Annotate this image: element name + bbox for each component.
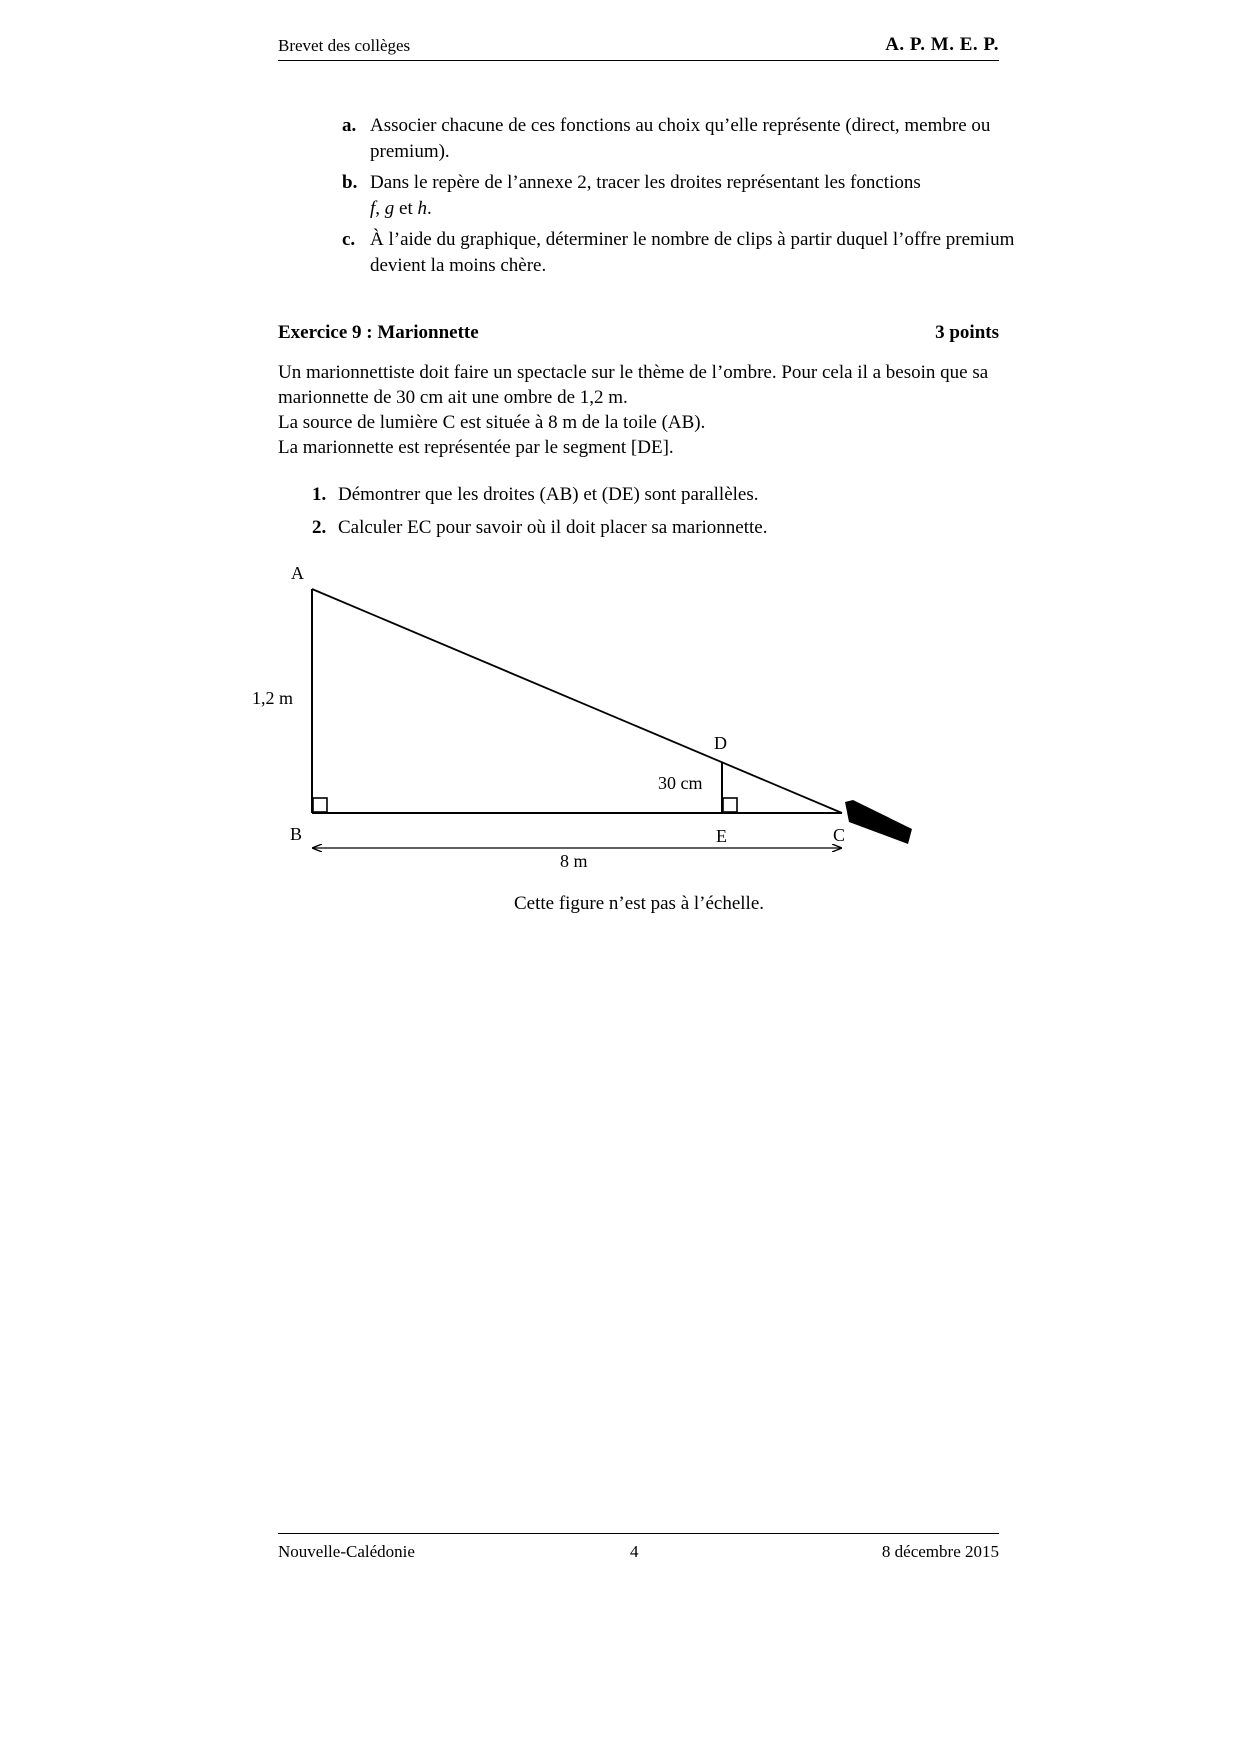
footer-date: 8 décembre 2015: [881, 1542, 999, 1561]
segment-ac: [312, 589, 842, 813]
question-label: 2.: [312, 517, 327, 538]
header-title: Brevet des collèges: [278, 36, 411, 55]
subquestion-text: Associer chacune de ces fonctions au choix qu’elle représente (direct, membre ou premium).: [370, 115, 991, 162]
question-2: [312, 515, 992, 541]
label-d: D: [714, 733, 727, 753]
header-apmep: A. P. M. E. P.: [885, 34, 999, 55]
subquestion-c: [342, 227, 1022, 279]
subquestion-label: b.: [342, 172, 358, 193]
subquestion-label: a.: [342, 115, 357, 136]
function-h: h: [417, 198, 427, 219]
header-rule: [278, 60, 999, 61]
question-text: Calculer EC pour savoir où il doit placer sa marionnette.: [338, 517, 768, 538]
flashlight-icon: [845, 800, 912, 844]
label-e: E: [716, 826, 727, 846]
function-g: g: [384, 198, 395, 219]
label-c: C: [833, 825, 846, 845]
footer-location: Nouvelle-Calédonie: [278, 1542, 415, 1561]
footer-rule: [278, 1533, 999, 1534]
page-number: 4: [630, 1542, 639, 1561]
right-angle-b: [313, 798, 327, 812]
paragraph-line: Un marionnettiste doit faire un spectacle sur le thème de l’ombre. Pour cela il a besoin que sa marionnette de 30 cm ait une ombre de 1,2 m.: [278, 362, 989, 408]
exercise-paragraph: [278, 360, 1000, 460]
measure-de: 30 cm: [658, 773, 703, 793]
paragraph-line: La marionnette est représentée par le segment [DE].: [278, 437, 674, 458]
figure-caption: Cette figure n’est pas à l’échelle.: [513, 893, 765, 914]
separator: et: [394, 198, 418, 219]
paragraph-line: La source de lumière C est située à 8 m de la toile (AB).: [278, 412, 706, 433]
subquestion-b: [342, 170, 1042, 222]
subquestion-label: c.: [342, 229, 356, 250]
question-1: [312, 482, 992, 508]
label-b: B: [290, 824, 303, 844]
exercise-points: 3 points: [935, 322, 999, 343]
measure-ab: 1,2 m: [252, 688, 294, 708]
question-text: Démontrer que les droites (AB) et (DE) sont parallèles.: [338, 484, 759, 505]
subquestion-text-start: Dans le repère de l’annexe 2, tracer les droites représentant les fonctions: [370, 172, 921, 193]
right-angle-e: [723, 798, 737, 812]
marionette-figure: [240, 560, 940, 880]
exercise-title: Exercice 9 : Marionnette: [278, 322, 479, 343]
subquestion-text: [370, 170, 1042, 222]
subquestion-a: [342, 113, 1042, 165]
measure-bc: 8 m: [560, 851, 588, 871]
function-f: f: [370, 198, 376, 219]
question-label: 1.: [312, 484, 327, 505]
end-punct: .: [427, 198, 432, 219]
separator: ,: [375, 198, 385, 219]
label-a: A: [291, 563, 304, 583]
subquestion-text: À l’aide du graphique, déterminer le nombre de clips à partir duquel l’offre premium devient la moins chère.: [370, 229, 1015, 276]
